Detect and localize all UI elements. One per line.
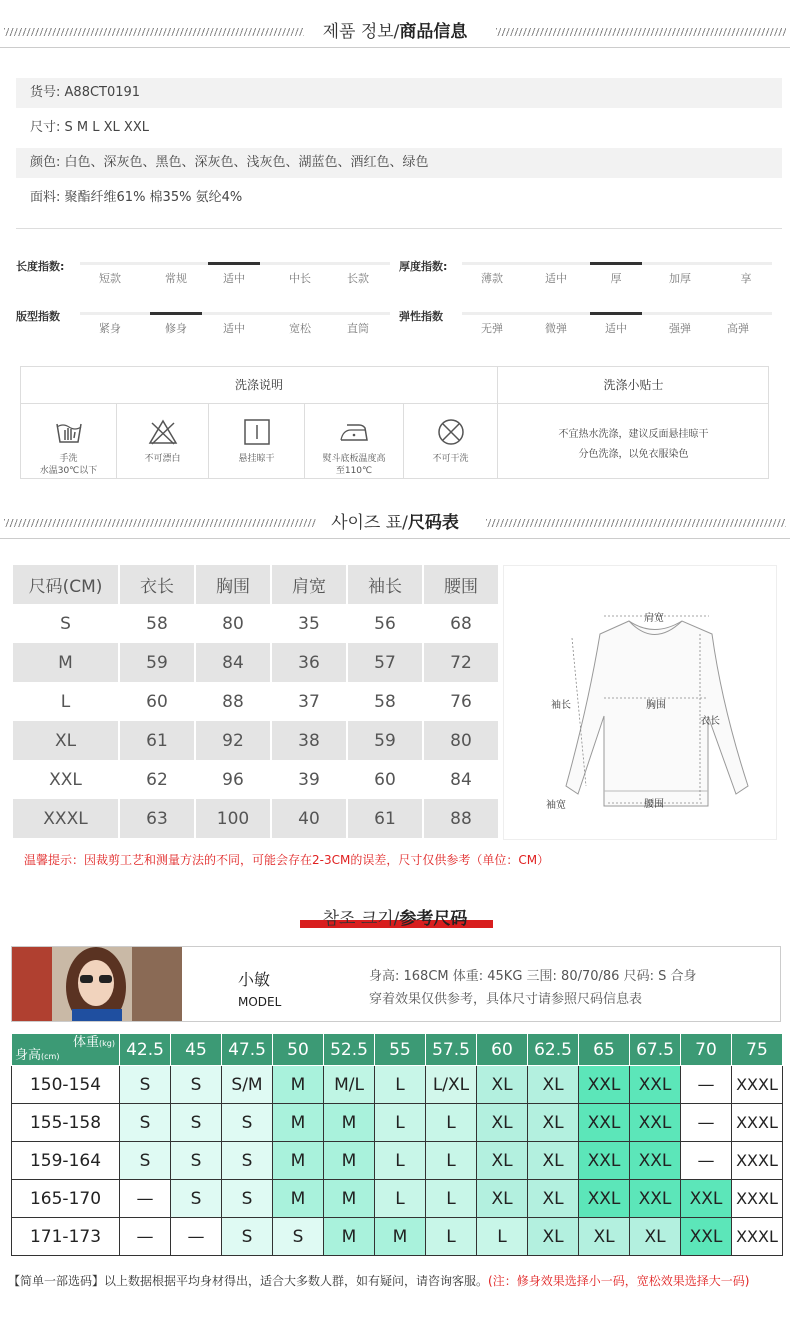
size-warning: 温馨提示：因裁剪工艺和测量方法的不同，可能会存在2-3CM的误差，尺寸仅供参考（单位：CM） (24, 853, 550, 867)
model-measurements: 身高: 168CM 体重: 45KG 三围: 80/70/86 尺码: S 合身 (369, 969, 697, 984)
index-option: 适中 (545, 272, 567, 285)
model-photo (12, 947, 182, 1021)
table-row (12, 1142, 783, 1180)
table-cell: 59 (119, 643, 195, 682)
section-header-size-chart (0, 510, 790, 536)
size-cell: XXXL (732, 1180, 783, 1218)
table-cell: 80 (195, 604, 271, 643)
table-row (12, 1180, 783, 1218)
table-cell: 62 (119, 760, 195, 799)
label-waist: 腰围 (644, 799, 664, 810)
table-cell: 37 (271, 682, 347, 721)
size-cell: XL (477, 1066, 528, 1104)
table-cell: 72 (423, 643, 499, 682)
size-cell: — (120, 1218, 171, 1256)
index-label-length: 长度指数: (16, 260, 65, 273)
size-cell: M (324, 1142, 375, 1180)
table-cell: XXXL (13, 799, 119, 838)
iron-icon (339, 418, 369, 446)
table-cell: XXL (13, 760, 119, 799)
header-cell: 衣长 (119, 565, 195, 604)
size-cell: M/L (324, 1066, 375, 1104)
size-cell: S (273, 1218, 324, 1256)
table-cell: 68 (423, 604, 499, 643)
table-row (12, 1218, 783, 1256)
table-cell: 39 (271, 760, 347, 799)
label-shoulder: 肩宽 (644, 613, 664, 624)
size-cell: S (222, 1142, 273, 1180)
header-cell: 腰围 (423, 565, 499, 604)
index-option: 适中 (605, 322, 627, 335)
index-marker (150, 312, 202, 315)
index-label-fit: 版型指数 (16, 310, 60, 323)
size-cell: XXL (630, 1104, 681, 1142)
table-row (13, 643, 499, 682)
index-label-elastic: 弹性指数 (399, 310, 443, 323)
size-cell: L (426, 1180, 477, 1218)
label-chest: 胸围 (646, 700, 666, 711)
size-cell: M (324, 1180, 375, 1218)
size-cell: XXL (681, 1218, 732, 1256)
size-cell: XXL (630, 1066, 681, 1104)
table-row (12, 1066, 783, 1104)
size-cell: M (324, 1218, 375, 1256)
size-cell: XL (528, 1180, 579, 1218)
info-row-size: 尺寸: S M L XL XXL (30, 120, 149, 135)
height-cell: 171-173 (12, 1218, 120, 1256)
table-row (13, 682, 499, 721)
index-option: 薄款 (481, 272, 503, 285)
size-cell: XL (477, 1142, 528, 1180)
index-option: 高弹 (727, 322, 749, 335)
index-option: 紧身 (99, 322, 121, 335)
index-option: 修身 (165, 322, 187, 335)
index-option: 享 (740, 272, 752, 285)
weight-cell: 75 (732, 1034, 783, 1066)
wash-item: 不可干洗 (404, 404, 498, 479)
size-cell: XXL (630, 1180, 681, 1218)
index-track (80, 312, 390, 315)
table-row (12, 1104, 783, 1142)
table-cell: XL (13, 721, 119, 760)
label-length: 衣长 (700, 716, 720, 727)
size-cell: L (477, 1218, 528, 1256)
model-name: 小敏 (238, 970, 271, 989)
size-cell: M (375, 1218, 426, 1256)
size-cell: L (375, 1066, 426, 1104)
wash-title: 洗涤说明 (21, 367, 498, 404)
section-title-reference: 참조 크기/参考尺码 (322, 909, 468, 929)
size-cell: XL (528, 1218, 579, 1256)
wash-item: 手洗 水温30℃以下 (21, 404, 117, 479)
wash-item: 不可漂白 (117, 404, 209, 479)
reference-size-table (11, 1033, 783, 1256)
size-cell: — (171, 1218, 222, 1256)
height-cell: 155-158 (12, 1104, 120, 1142)
size-table (13, 565, 500, 838)
index-marker (590, 262, 642, 265)
hang-dry-icon (242, 418, 272, 446)
wash-tips: 不宜热水洗涤，建议反面悬挂晾干 分色洗涤，以免衣服染色 (558, 429, 709, 460)
table-cell: M (13, 643, 119, 682)
table-cell: 59 (347, 721, 423, 760)
size-cell: S/M (222, 1066, 273, 1104)
size-cell: XXL (579, 1180, 630, 1218)
size-cell: XL (477, 1104, 528, 1142)
label-cuff: 袖宽 (546, 800, 566, 811)
size-cell: XL (630, 1218, 681, 1256)
size-cell: XXL (630, 1142, 681, 1180)
size-cell: — (681, 1142, 732, 1180)
index-option: 宽松 (289, 322, 311, 335)
table-cell: 61 (347, 799, 423, 838)
size-cell: XL (579, 1218, 630, 1256)
table-cell: 35 (271, 604, 347, 643)
table-cell: 76 (423, 682, 499, 721)
index-option: 短款 (99, 272, 121, 285)
size-cell: S (222, 1180, 273, 1218)
size-cell: L (375, 1180, 426, 1218)
size-cell: M (273, 1104, 324, 1142)
garment-diagram (503, 565, 777, 840)
index-label-thickness: 厚度指数: (399, 260, 448, 273)
index-option: 加厚 (669, 272, 691, 285)
weight-cell: 45 (171, 1034, 222, 1066)
size-cell: S (222, 1104, 273, 1142)
weight-cell: 65 (579, 1034, 630, 1066)
size-cell: XL (477, 1180, 528, 1218)
weight-cell: 52.5 (324, 1034, 375, 1066)
footer-note: 【简单一部选码】以上数据根据平均身材得出，适合大多数人群，如有疑问，请咨询客服。(注：修身效果选择小一码，宽松效果选择大一码) (8, 1274, 750, 1288)
model-note: 穿着效果仅供参考，具体尺寸请参照尺码信息表 (369, 992, 643, 1007)
table-row (13, 799, 499, 838)
size-cell: M (273, 1066, 324, 1104)
size-cell: XXXL (732, 1104, 783, 1142)
size-cell: L (426, 1142, 477, 1180)
model-tag: MODEL (238, 995, 282, 1009)
weight-cell: 62.5 (528, 1034, 579, 1066)
table-cell: 60 (347, 760, 423, 799)
no-dry-clean-icon (436, 418, 466, 446)
index-option: 适中 (223, 272, 245, 285)
weight-cell: 57.5 (426, 1034, 477, 1066)
index-option: 直筒 (347, 322, 369, 335)
table-cell: 96 (195, 760, 271, 799)
table-cell: 92 (195, 721, 271, 760)
no-bleach-icon (148, 418, 178, 446)
size-cell: L/XL (426, 1066, 477, 1104)
wash-instructions (20, 366, 769, 479)
label-sleeve: 袖长 (551, 700, 571, 711)
table-row (13, 604, 499, 643)
height-cell: 150-154 (12, 1066, 120, 1104)
index-option: 厚 (610, 272, 622, 285)
table-cell: 40 (271, 799, 347, 838)
wash-item: 悬挂晾干 (209, 404, 305, 479)
index-option: 常规 (165, 272, 187, 285)
weight-cell: 60 (477, 1034, 528, 1066)
table-cell: 63 (119, 799, 195, 838)
size-cell: S (120, 1142, 171, 1180)
size-cell: L (426, 1218, 477, 1256)
size-cell: XXXL (732, 1142, 783, 1180)
size-cell: XXL (681, 1180, 732, 1218)
size-cell: S (171, 1066, 222, 1104)
size-cell: L (426, 1104, 477, 1142)
table-cell: 84 (423, 760, 499, 799)
size-cell: XXXL (732, 1066, 783, 1104)
weight-cell: 70 (681, 1034, 732, 1066)
size-cell: S (171, 1142, 222, 1180)
table-cell: 36 (271, 643, 347, 682)
size-cell: L (375, 1142, 426, 1180)
table-cell: 88 (195, 682, 271, 721)
table-cell: 100 (195, 799, 271, 838)
info-row-fabric: 面料: 聚酯纤维61% 棉35% 氨纶4% (30, 190, 243, 205)
size-cell: S (171, 1104, 222, 1142)
header-cell: 尺码(CM) (13, 565, 119, 604)
index-option: 长款 (347, 272, 369, 285)
section-title: 제품 정보/商品信息 (322, 22, 468, 42)
info-row-sku: 货号: A88CT0191 (16, 78, 782, 108)
size-cell: — (681, 1066, 732, 1104)
size-cell: S (171, 1180, 222, 1218)
table-cell: 58 (347, 682, 423, 721)
table-cell: 61 (119, 721, 195, 760)
section-title: 사이즈 표/尺码表 (331, 513, 459, 533)
size-table-header (13, 565, 499, 604)
header-cell: 袖长 (347, 565, 423, 604)
size-cell: XXL (579, 1066, 630, 1104)
size-cell: S (120, 1104, 171, 1142)
wash-tip-title: 洗涤小贴士 (498, 367, 769, 404)
size-cell: S (120, 1066, 171, 1104)
weight-cell: 55 (375, 1034, 426, 1066)
table-cell: 60 (119, 682, 195, 721)
header-cell: 胸围 (195, 565, 271, 604)
size-cell: XL (528, 1142, 579, 1180)
table-cell: 80 (423, 721, 499, 760)
size-cell: M (324, 1104, 375, 1142)
height-cell: 159-164 (12, 1142, 120, 1180)
index-marker (208, 262, 260, 265)
weight-cell: 47.5 (222, 1034, 273, 1066)
size-cell: XXL (579, 1142, 630, 1180)
table-cell: S (13, 604, 119, 643)
size-cell: XXL (579, 1104, 630, 1142)
size-cell: M (273, 1180, 324, 1218)
table-cell: 38 (271, 721, 347, 760)
table-cell: 84 (195, 643, 271, 682)
hand-wash-icon (54, 418, 84, 446)
model-card (11, 946, 781, 1022)
reference-header-row (12, 1034, 783, 1066)
index-marker (590, 312, 642, 315)
size-cell: XL (528, 1104, 579, 1142)
size-cell: XXXL (732, 1218, 783, 1256)
weight-cell: 42.5 (120, 1034, 171, 1066)
table-cell: 57 (347, 643, 423, 682)
index-option: 微弹 (545, 322, 567, 335)
table-cell: 88 (423, 799, 499, 838)
index-option: 适中 (223, 322, 245, 335)
table-cell: 58 (119, 604, 195, 643)
size-cell: — (681, 1104, 732, 1142)
table-cell: L (13, 682, 119, 721)
size-cell: XL (528, 1066, 579, 1104)
index-option: 中长 (289, 272, 311, 285)
weight-cell: 67.5 (630, 1034, 681, 1066)
axis-corner-cell: 体重(kg) 身高(cm) (12, 1034, 120, 1066)
weight-cell: 50 (273, 1034, 324, 1066)
table-row (13, 721, 499, 760)
index-option: 无弹 (481, 322, 503, 335)
wash-item: 熨斗底板温度高 至110℃ (305, 404, 404, 479)
table-cell: 56 (347, 604, 423, 643)
header-cell: 肩宽 (271, 565, 347, 604)
size-cell: — (120, 1180, 171, 1218)
table-row (13, 760, 499, 799)
size-cell: S (222, 1218, 273, 1256)
index-option: 强弹 (669, 322, 691, 335)
info-row-color: 颜色: 白色、深灰色、黑色、深灰色、浅灰色、湖蓝色、酒红色、绿色 (16, 148, 782, 178)
section-header-product-info (0, 19, 790, 45)
height-cell: 165-170 (12, 1180, 120, 1218)
size-cell: L (375, 1104, 426, 1142)
size-cell: M (273, 1142, 324, 1180)
